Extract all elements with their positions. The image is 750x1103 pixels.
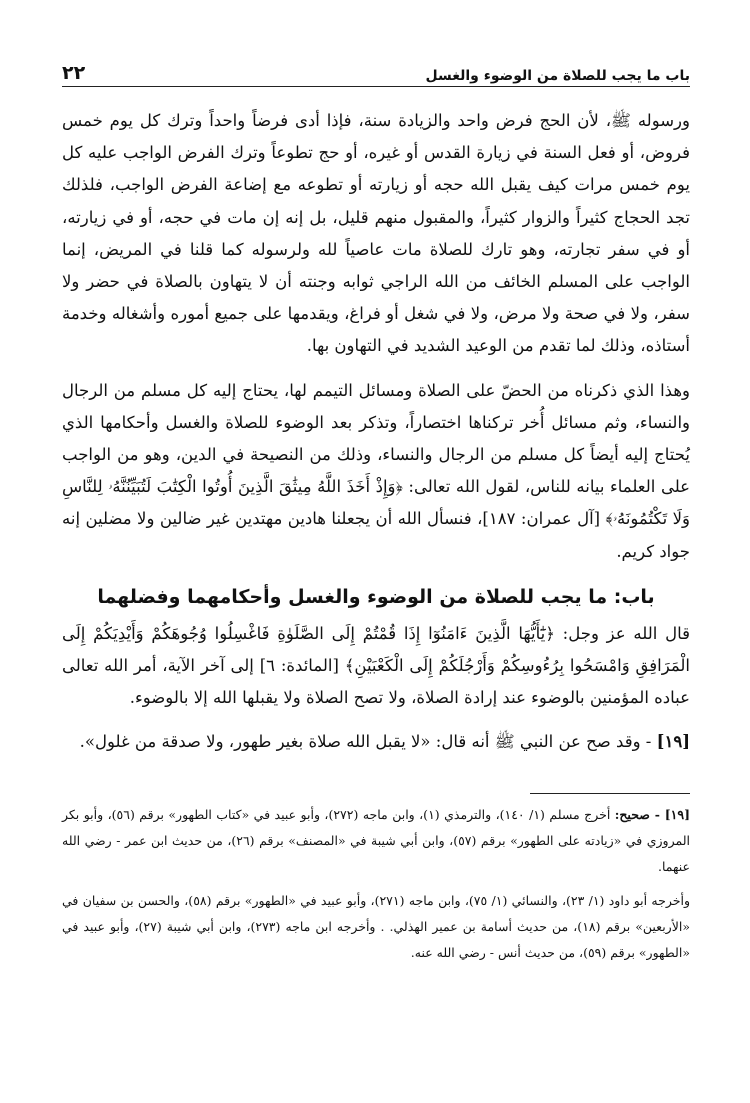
page-number: ٢٢	[62, 62, 86, 84]
footnote-divider	[530, 793, 690, 794]
hadith-paragraph	[62, 726, 690, 758]
hadith-text: - وقد صح عن النبي ﷺ أنه قال: «لا يقبل الله صلاة بغير طهور، ولا صدقة من غلول».	[79, 732, 652, 752]
running-header	[62, 58, 690, 87]
hadith-number: [١٩]	[656, 732, 690, 752]
footnote-1	[62, 802, 690, 880]
book-page	[62, 58, 690, 974]
running-title: باب ما يجب للصلاة من الوضوء والغسل	[425, 68, 690, 84]
section-paragraph: قال الله عز وجل: ﴿يَٰٓأَيُّهَا الَّذِينَ ءَامَنُوٓا إِذَا قُمْتُمْ إِلَى الصَّلَوٰةِ فَاغْسِلُوا وُجُوهَكُمْ وَأَيْدِيَكُمْ إِلَى الْمَرَافِقِ وَامْسَحُوا بِرُءُوسِكُمْ وَأَرْجُلَكُمْ إِلَى الْكَعْبَيْنِ﴾ [المائدة: ٦] إلى آخر الآية، أمر الله تعالى عباده المؤمنين بالوضوء عند إرادة الصلاة، ولا تصح الصلاة ولا يقبلها الله إلا بالوضوء.	[62, 623, 690, 708]
paragraph-1: ورسوله ﷺ، لأن الحج فرض واحد والزيادة سنة، فإذا أدى فرضاً واحداً وترك كل يوم خمس فروض، أو فعل السنة في زيارة القدس أو غيره، أو حج تطوعاً وترك الفرض الواجب عليه كل يوم خمس مرات كيف يقبل الله حجه أو زيارته أو تطوعه مع إضاعة الفرض الواجب، فلذلك تجد الحجاج كثيراً والزوار كثيراً، والمقبول منهم قليل، بل إنه إن مات في حجه، أو في زيارته، أو في سفر تجارته، وهو تارك للصلاة مات عاصياً لله ولرسوله كما قلنا في المريض، إنما الواجب على المسلم الخائف من الله الراجي ثوابه وجنته أن لا يتهاون بالصلاة في حضر ولا سفر، ولا في صحة ولا مرض، ولا في شغل أو فراغ، ويقدمها على جميع أموره وأشغاله وخدمة أستاذه، وذلك لما تقدم من الوعيد الشديد في التهاون بها.	[62, 111, 690, 356]
footnote-2: وأخرجه أبو داود (١/ ٢٣)، والنسائي (١/ ٧٥)، وابن ماجه (٢٧١)، وأبو عبيد في «الطهور» برقم (٥٨)، والحسن بن سفيان في «الأربعين» برقم (١٨)، من حديث أسامة بن عمير الهذلي. . وأخرجه ابن ماجه (٢٧٣)، وابن أبي شيبة (٢٧)، وأبو عبيد في «الطهور» برقم (٥٩)، من حديث أنس - رضي الله عنه.	[62, 892, 690, 960]
section-heading: باب: ما يجب للصلاة من الوضوء والغسل وأحكامهما وفضلهما	[97, 585, 655, 608]
footnote-1-label: [١٩] - صحيح:	[614, 806, 690, 822]
main-text	[62, 105, 690, 759]
paragraph-2: وهذا الذي ذكرناه من الحضّ على الصلاة ومسائل التيمم لها، يحتاج إليه كل مسلم من الرجال والنساء، وثم مسائل أُخر تركناها اختصاراً، وتذكر بعد الوضوء للصلاة والغسل وأحكامها الذي يُحتاج إليه أيضاً كل مسلم من الرجال والنساء، وذلك من النصيحة في الدين، وهو من الواجب على العلماء بيانه للناس، لقول الله تعالى: ﴿وَإِذْ أَخَذَ اللَّهُ مِيثَٰقَ الَّذِينَ أُوتُوا الْكِتَٰبَ لَتُبَيِّنُنَّهُۥ لِلنَّاسِ وَلَا تَكْتُمُونَهُۥ﴾ [آل عمران: ١٨٧]، فنسأل الله أن يجعلنا هادين مهتدين غير ضالين ولا مضلين إنه جواد كريم.	[62, 380, 690, 561]
footnote-1-text: أخرج مسلم (١/ ١٤٠)، والترمذي (١)، وابن ماجه (٢٧٢)، وأبو عبيد في «كتاب الطهور» برقم (٥٦)، وأبو بكر المروزي في «زيادته على الطهور» برقم (٥٧)، وابن أبي شيبة في «المصنف» برقم (٢٦)، من حديث ابن عمر - رضي الله عنهما.	[62, 806, 690, 874]
footnotes	[62, 802, 690, 966]
